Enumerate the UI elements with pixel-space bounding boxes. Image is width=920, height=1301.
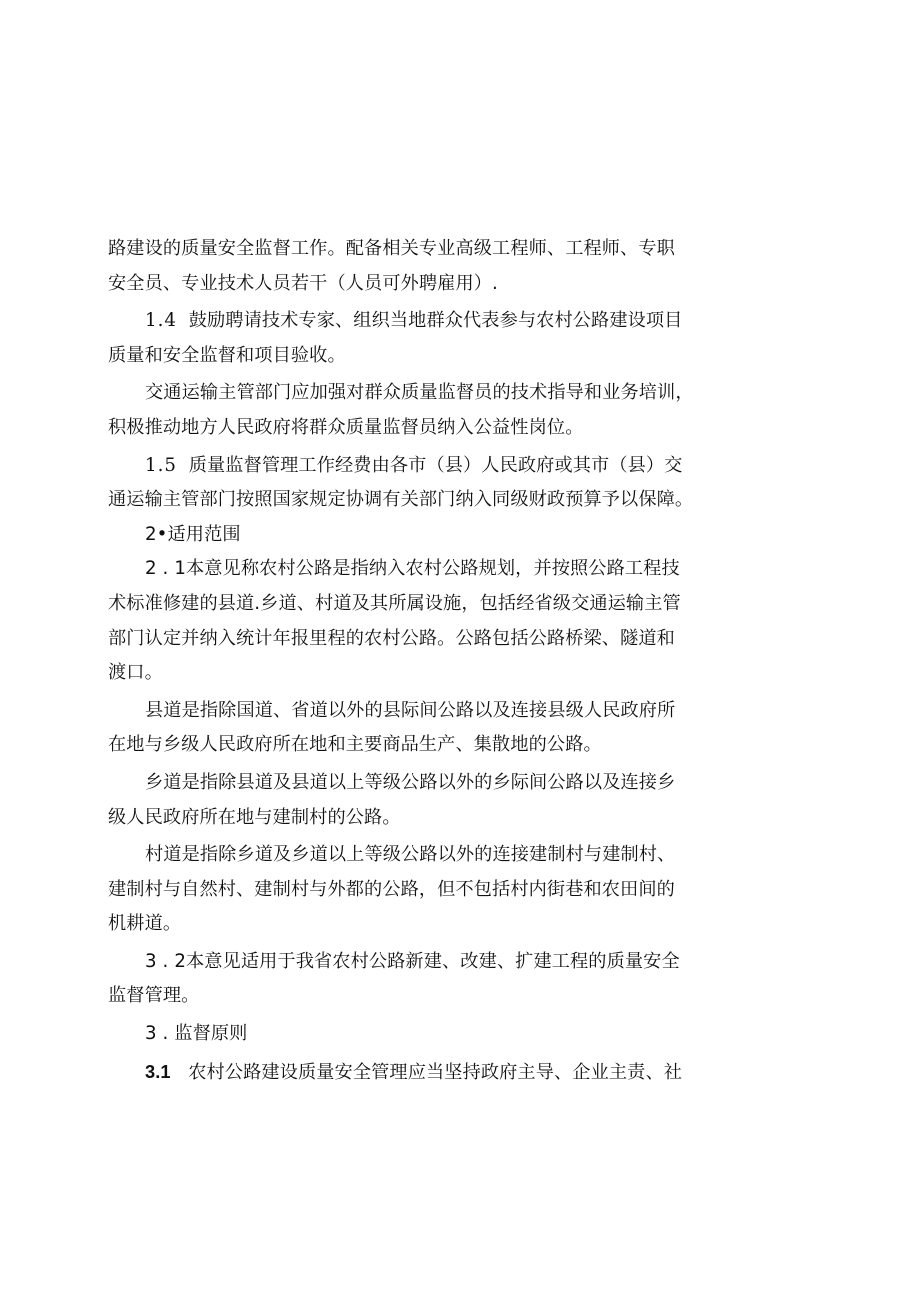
document-body <box>108 232 694 1090</box>
section-1-5-line <box>108 449 683 484</box>
text-line: 安全员、专业技术人员若干（人员可外聘雇用）. <box>108 272 498 294</box>
text-line: 建制村与自然村、建制村与外都的公路，但不包括村内街巷和农田间的 <box>108 878 675 900</box>
text-line: 村道是指除乡道及乡道以上等级公路以外的连接建制村与建制村、 <box>145 844 676 866</box>
text-line: 鼓励聘请技术专家、组织当地群众代表参与农村公路建设项目 <box>188 310 683 332</box>
text-line: 乡道是指除县道及县道以上等级公路以外的乡际间公路以及连接乡 <box>145 771 676 793</box>
section-3-1-line <box>108 1055 683 1091</box>
text-line: 质量监督管理工作经费由各市（县）人民政府或其市（县）交 <box>188 454 683 476</box>
text-line: 术标准修建的县道.乡道、村道及其所属设施，包括经省级交通运输主管 <box>108 592 681 614</box>
text-line: 质量和安全监督和项目验收。 <box>108 344 346 366</box>
text-line: 部门认定并纳入统计年报里程的农村公路。公路包括公路桥梁、隧道和 <box>108 627 675 649</box>
text-line: 级人民政府所在地与建制村的公路。 <box>108 806 401 828</box>
text-line: 路建设的质量安全监督工作。配备相关专业高级工程师、工程师、专职 <box>108 238 675 259</box>
text-line: 积极推动地方人民政府将群众质量监督员纳入公益性岗位。 <box>108 416 584 438</box>
text-line: 渡口。 <box>108 662 163 684</box>
text-line: 2 . 1本意见称农村公路是指纳入农村公路规划，并按照公路工程技 <box>145 558 680 580</box>
text-line: 监督管理。 <box>108 985 200 1007</box>
text-line: 通运输主管部门按照国家规定协调有关部门纳入同级财政预算予以保障。 <box>108 489 694 511</box>
section-heading: 3 . 监督原则 <box>145 1023 248 1045</box>
text-line: 农村公路建设质量安全管理应当坚持政府主导、企业主责、社 <box>188 1061 683 1083</box>
section-heading: 2•适用范围 <box>145 523 241 545</box>
section-1-4-line <box>108 304 683 339</box>
text-line: 在地与乡级人民政府所在地和主要商品生产、集散地的公路。 <box>108 734 602 756</box>
text-line: 交通运输主管部门应加强对群众质量监督员的技术指导和业务培训， <box>145 382 694 404</box>
section-number: 1.4 <box>145 310 177 332</box>
text-line: 3 . 2本意见适用于我省农村公路新建、改建、扩建工程的质量安全 <box>145 950 680 972</box>
text-line: 县道是指除国道、省道以外的县际间公路以及连接县级人民政府所 <box>145 699 676 721</box>
section-number: 1.5 <box>145 454 177 476</box>
section-number: 3.1 <box>145 1061 171 1082</box>
text-line: 机耕道。 <box>108 913 182 935</box>
